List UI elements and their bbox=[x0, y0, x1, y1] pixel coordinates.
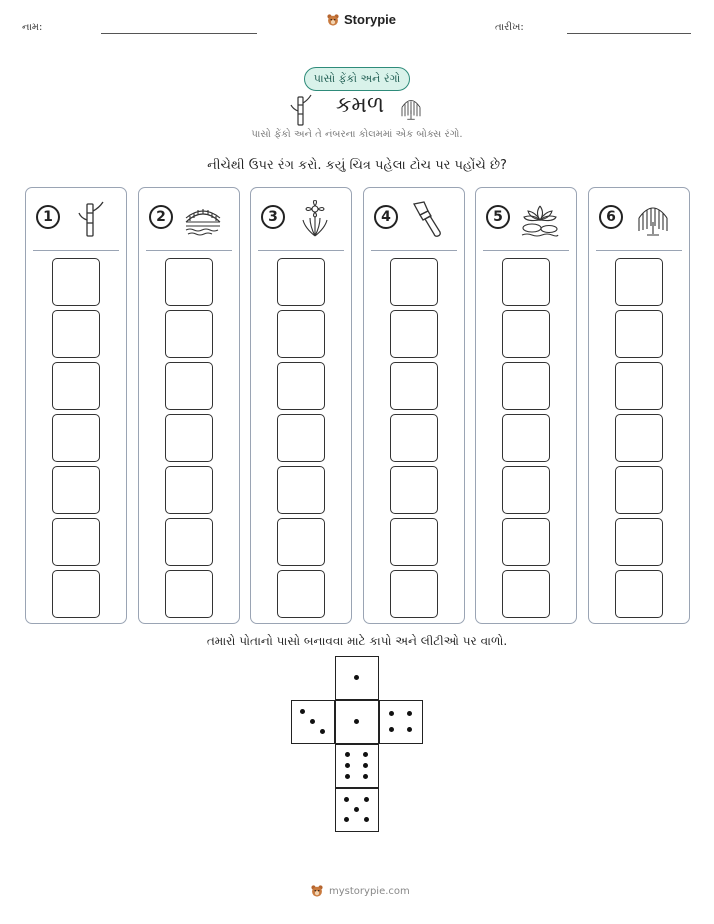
column-header bbox=[476, 200, 576, 242]
activity-pill: પાસો ફેંકો અને રંગો bbox=[304, 67, 410, 91]
instruction-text: પાસો ફેંકો અને તે નંબરના કોલમમાં એક બોક્સ રંગો. bbox=[251, 129, 463, 140]
color-box[interactable] bbox=[277, 570, 325, 618]
die-pip bbox=[354, 807, 359, 812]
color-box[interactable] bbox=[390, 466, 438, 514]
color-box[interactable] bbox=[52, 414, 100, 462]
cut-instruction: તમારો પોતાનો પાસો બનાવવા માટે કાપો અને લીટીઓ પર વાળો. bbox=[206, 634, 508, 648]
daffodil-icon bbox=[295, 200, 335, 238]
color-box[interactable] bbox=[52, 310, 100, 358]
bear-logo-icon bbox=[310, 884, 324, 898]
column-divider bbox=[258, 250, 344, 251]
bear-logo-icon bbox=[326, 13, 340, 27]
color-box[interactable] bbox=[615, 570, 663, 618]
die-pip bbox=[354, 719, 359, 724]
column-3 bbox=[250, 187, 352, 624]
die-pip bbox=[300, 709, 305, 714]
column-divider bbox=[483, 250, 569, 251]
brand-name: Storypie bbox=[344, 12, 397, 27]
bridge-icon bbox=[183, 200, 223, 238]
color-box[interactable] bbox=[52, 466, 100, 514]
die-pip bbox=[389, 727, 394, 732]
footer-url: mystorypie.com bbox=[329, 885, 410, 897]
die-face-5 bbox=[335, 788, 379, 832]
column-number: 2 bbox=[149, 205, 173, 229]
color-box[interactable] bbox=[390, 570, 438, 618]
color-box[interactable] bbox=[615, 310, 663, 358]
color-box[interactable] bbox=[165, 258, 213, 306]
column-number: 5 bbox=[486, 205, 510, 229]
color-box[interactable] bbox=[277, 258, 325, 306]
column-header bbox=[139, 200, 239, 242]
color-box[interactable] bbox=[277, 362, 325, 410]
footer bbox=[310, 884, 410, 898]
column-number: 6 bbox=[599, 205, 623, 229]
lotus-icon bbox=[520, 200, 560, 238]
color-box[interactable] bbox=[277, 310, 325, 358]
color-box[interactable] bbox=[277, 466, 325, 514]
color-box[interactable] bbox=[502, 518, 550, 566]
color-box[interactable] bbox=[165, 466, 213, 514]
color-box[interactable] bbox=[277, 414, 325, 462]
page-title: કમળ bbox=[335, 93, 385, 118]
column-divider bbox=[146, 250, 232, 251]
die-pip bbox=[344, 797, 349, 802]
column-header bbox=[589, 200, 689, 242]
color-box[interactable] bbox=[52, 362, 100, 410]
column-number: 3 bbox=[261, 205, 285, 229]
question-text: નીચેથી ઉપર રંગ કરો. કયું ચિત્ર પહેલા ટોચ પર પહોંચે છે? bbox=[207, 158, 507, 173]
column-header bbox=[251, 200, 351, 242]
column-header bbox=[26, 200, 126, 242]
name-line[interactable] bbox=[101, 33, 257, 34]
color-box[interactable] bbox=[615, 258, 663, 306]
die-pip bbox=[407, 711, 412, 716]
willow-tree-icon bbox=[396, 93, 426, 123]
color-box[interactable] bbox=[502, 414, 550, 462]
die-pip bbox=[310, 719, 315, 724]
column-divider bbox=[33, 250, 119, 251]
color-box[interactable] bbox=[52, 258, 100, 306]
color-box[interactable] bbox=[52, 518, 100, 566]
date-label: તારીખ: bbox=[495, 22, 524, 33]
die-pip bbox=[354, 675, 359, 680]
color-box[interactable] bbox=[615, 518, 663, 566]
column-4 bbox=[363, 187, 465, 624]
die-pip bbox=[389, 711, 394, 716]
date-line[interactable] bbox=[567, 33, 691, 34]
column-divider bbox=[596, 250, 682, 251]
die-pip bbox=[345, 774, 350, 779]
color-box[interactable] bbox=[502, 466, 550, 514]
color-box[interactable] bbox=[390, 362, 438, 410]
color-box[interactable] bbox=[502, 570, 550, 618]
color-box[interactable] bbox=[615, 414, 663, 462]
die-face-6 bbox=[335, 744, 379, 788]
die-pip bbox=[344, 817, 349, 822]
color-box[interactable] bbox=[390, 310, 438, 358]
column-2 bbox=[138, 187, 240, 624]
column-5 bbox=[475, 187, 577, 624]
bamboo-icon bbox=[70, 200, 110, 238]
die-face-1 bbox=[335, 700, 379, 744]
name-label: નામ: bbox=[22, 22, 43, 33]
color-box[interactable] bbox=[390, 414, 438, 462]
color-box[interactable] bbox=[502, 258, 550, 306]
die-pip bbox=[364, 797, 369, 802]
column-number: 4 bbox=[374, 205, 398, 229]
column-6 bbox=[588, 187, 690, 624]
color-box[interactable] bbox=[165, 570, 213, 618]
die-pip bbox=[407, 727, 412, 732]
die-pip bbox=[363, 763, 368, 768]
color-box[interactable] bbox=[502, 310, 550, 358]
die-face-4 bbox=[379, 700, 423, 744]
color-box[interactable] bbox=[165, 310, 213, 358]
bamboo-icon bbox=[289, 93, 313, 127]
column-number: 1 bbox=[36, 205, 60, 229]
column-1 bbox=[25, 187, 127, 624]
paintbrush-icon bbox=[408, 200, 448, 238]
column-header bbox=[364, 200, 464, 242]
color-box[interactable] bbox=[165, 414, 213, 462]
color-box[interactable] bbox=[277, 518, 325, 566]
die-pip bbox=[363, 752, 368, 757]
color-box[interactable] bbox=[165, 518, 213, 566]
color-box[interactable] bbox=[502, 362, 550, 410]
color-box[interactable] bbox=[165, 362, 213, 410]
brand-logo bbox=[326, 12, 396, 27]
die-pip bbox=[345, 752, 350, 757]
die-pip bbox=[364, 817, 369, 822]
color-box[interactable] bbox=[52, 570, 100, 618]
die-face-3 bbox=[291, 700, 335, 744]
color-box[interactable] bbox=[615, 362, 663, 410]
die-pip bbox=[345, 763, 350, 768]
column-divider bbox=[371, 250, 457, 251]
color-box[interactable] bbox=[390, 258, 438, 306]
die-pip bbox=[320, 729, 325, 734]
color-box[interactable] bbox=[390, 518, 438, 566]
die-face-1 bbox=[335, 656, 379, 700]
die-pip bbox=[363, 774, 368, 779]
color-box[interactable] bbox=[615, 466, 663, 514]
willow-tree-icon bbox=[633, 200, 673, 238]
